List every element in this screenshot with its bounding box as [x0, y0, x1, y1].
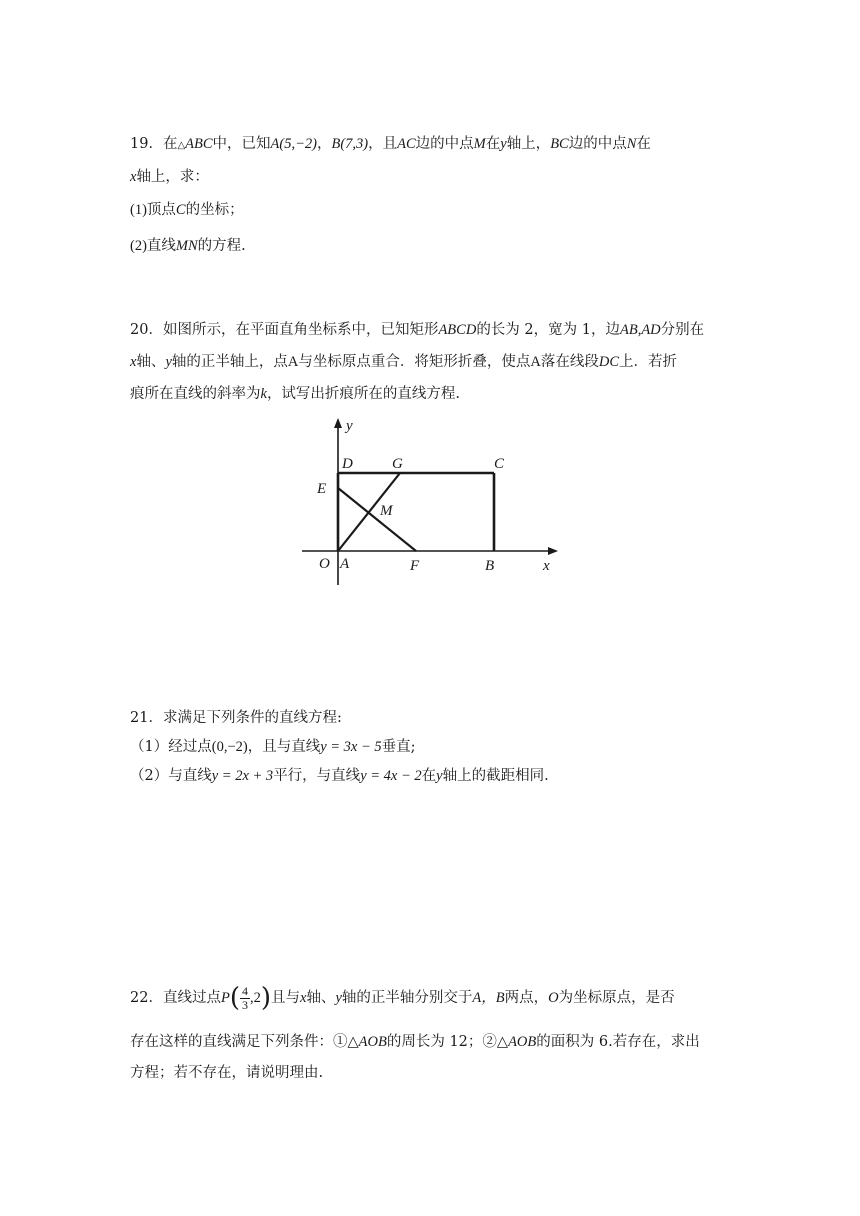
- q22-line-2: 存在这样的直线满足下列条件：①△AOB的周长为 12；②△AOB的面积为 6.若存在，求出: [130, 1034, 700, 1050]
- label-e: E: [317, 481, 327, 497]
- segment-ef: [338, 488, 416, 551]
- q20-number: 20．: [130, 322, 163, 338]
- q21-line-1: 21．求满足下列条件的直线方程:: [130, 710, 342, 726]
- label-m: M: [380, 503, 393, 519]
- q20-line-1: 20．如图所示，在平面直角坐标系中，已知矩形ABCD的长为 2，宽为 1，边AB,AD分别在: [130, 322, 705, 338]
- q22-number: 22．: [130, 990, 163, 1006]
- label-b: B: [485, 558, 495, 574]
- q21-sub-2: （2）与直线y = 2x + 3平行，与直线y = 4x − 2在y轴上的截距相同.: [130, 768, 549, 784]
- q20-line-3: 痕所在直线的斜率为k，试写出折痕所在的直线方程.: [130, 386, 461, 402]
- q20-line-2: x轴、y轴的正半轴上，点A与坐标原点重合．将矩形折叠，使点A落在线段DC上．若折: [130, 354, 677, 370]
- label-c: C: [494, 456, 505, 472]
- label-f: F: [410, 558, 420, 574]
- label-g: G: [392, 456, 403, 472]
- q21-sub-1: （1）经过点(0,−2)，且与直线y = 3x − 5垂直;: [130, 739, 416, 755]
- label-x: x: [543, 558, 550, 574]
- q21-number: 21．: [130, 710, 163, 726]
- x-axis-arrow: [548, 547, 558, 555]
- label-o: O: [319, 556, 330, 572]
- rectangle-fold-figure: [300, 415, 570, 595]
- fraction-4-3: $\frac{4}{3}$: [241, 983, 248, 1012]
- label-a: A: [340, 556, 350, 572]
- point-a: A(5,−2): [270, 136, 317, 152]
- q19-line-2: x轴上，求：: [130, 169, 209, 185]
- q19-sub-2: (2)直线MN的方程.: [130, 238, 246, 254]
- label-d: D: [342, 456, 353, 472]
- label-y: y: [346, 418, 353, 434]
- q19-number: 19．: [130, 136, 163, 152]
- y-axis-arrow: [334, 418, 342, 428]
- q22-line-1: 22．直线过点P( $\frac{4}{3}$ ,2)且与x轴、y轴的正半轴分别交于A，B两点，O为坐标原点，是否: [130, 983, 675, 1013]
- q19-sub-1: (1)顶点C的坐标；: [130, 202, 244, 218]
- q22-line-3: 方程；若不存在，请说明理由.: [130, 1065, 324, 1081]
- point-b: B(7,3): [331, 136, 369, 152]
- q19-line-1: 19．在△ABC中，已知A(5,−2)，B(7,3)，且AC边的中点M在y轴上，BC边的中点N在: [130, 136, 651, 152]
